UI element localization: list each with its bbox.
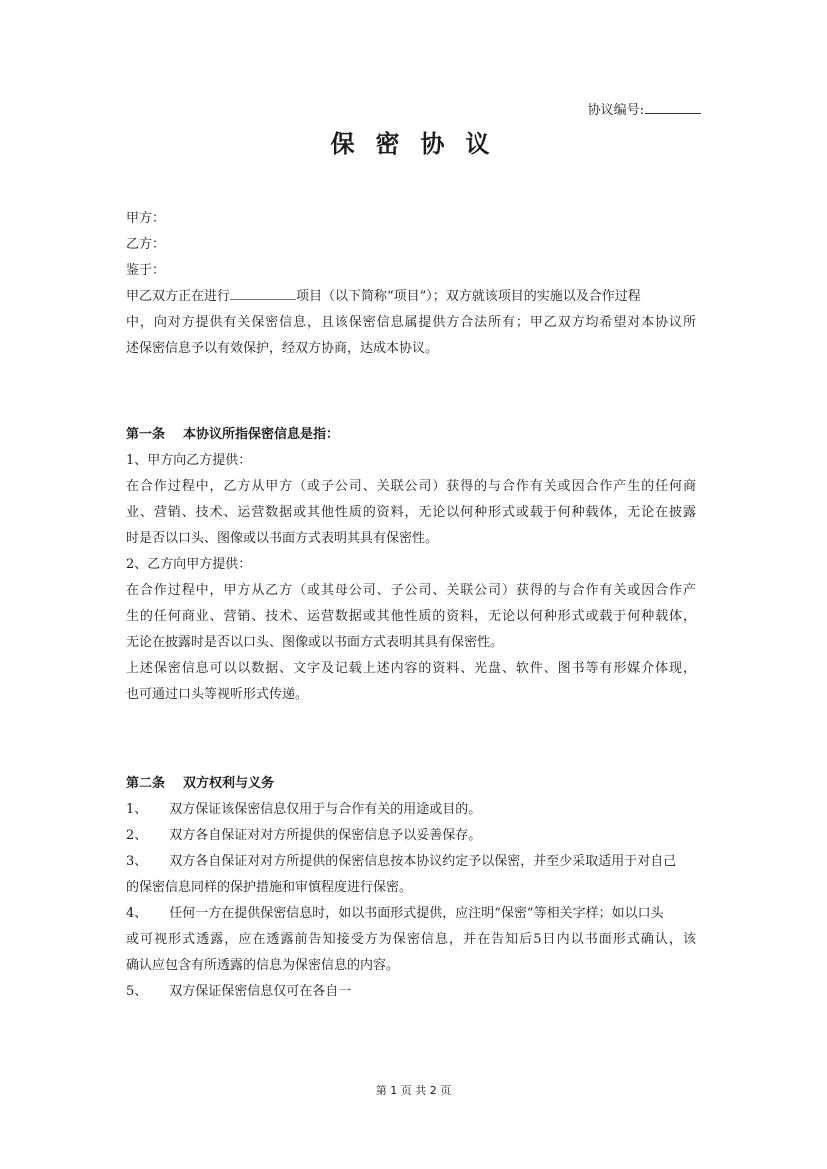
obligation-number: 4、 bbox=[126, 906, 148, 921]
clause-line: 在合作过程中，乙方从甲方（或子公司、关联公司）获得的与合作有关或因合作产生的任何商 bbox=[126, 479, 696, 494]
project-name-blank bbox=[230, 285, 296, 300]
obligation-text: 双方保证该保密信息仅用于与合作有关的用途或目的。 bbox=[169, 802, 482, 817]
agreement-number-label: 协议编号: bbox=[587, 103, 644, 118]
obligation-text: 双方各自保证对对方所提供的保密信息按本协议约定予以保密，并至少采取适用于对自己 bbox=[169, 854, 677, 869]
clause-title: 1、甲方向乙方提供： bbox=[126, 453, 252, 468]
clause-title: 2、乙方向甲方提供： bbox=[126, 557, 252, 572]
obligation-continuation: 或可视形式透露，应在透露前告知接受方为保密信息，并在告知后5日内以书面形式确认，该 bbox=[126, 932, 696, 947]
clause-line: 业、营销、技术、运营数据或其他性质的资料，无论以何种形式或载于何种载体，无论在披露 bbox=[126, 505, 696, 520]
article-number: 第一条 bbox=[126, 427, 166, 442]
intro-paragraph-line bbox=[126, 284, 696, 310]
obligation-text: 任何一方在提供保密信息时，如以书面形式提供，应注明“保密”等相关字样；如以口头 bbox=[169, 906, 664, 921]
obligation-text: 双方各自保证对对方所提供的保密信息予以妥善保存。 bbox=[169, 828, 482, 843]
agreement-number-blank bbox=[645, 101, 701, 114]
intro-text-part: 项目（以下简称“项目”）；双方就该项目的实施以及合作过程 bbox=[296, 289, 641, 304]
intro-text-part: 甲乙双方正在进行 bbox=[126, 289, 231, 304]
obligation-item bbox=[126, 797, 696, 823]
party-a-label: 甲方： bbox=[126, 211, 166, 226]
obligation-continuation: 的保密信息同样的保护措施和审慎程度进行保密。 bbox=[126, 880, 413, 895]
article-title: 双方权利与义务 bbox=[183, 776, 275, 791]
clause-line: 时是否以口头、图像或以书面方式表明其具有保密性。 bbox=[126, 531, 439, 546]
agreement-number bbox=[588, 101, 701, 120]
article-title: 本协议所指保密信息是指： bbox=[183, 427, 340, 442]
article-1-heading bbox=[126, 422, 696, 448]
intro-paragraph-line: 中，向对方提供有关保密信息，且该保密信息属提供方合法所有；甲乙双方均希望对本协议所 bbox=[126, 315, 696, 330]
clause-line: 无论在披露时是否以口头、图像或以书面方式表明其具有保密性。 bbox=[126, 635, 504, 650]
obligation-text: 双方保证保密信息仅可在各自一 bbox=[169, 984, 352, 999]
clause-line: 上述保密信息可以以数据、文字及记载上述内容的资料、光盘、软件、图书等有形媒介体现， bbox=[126, 661, 696, 676]
obligation-item bbox=[126, 849, 696, 875]
document-title: 保密协议 bbox=[330, 130, 511, 158]
clause-line: 生的任何商业、营销、技术、运营数据或其他性质的资料，无论以何种形式或载于何种载体， bbox=[126, 609, 696, 624]
article-1-section bbox=[126, 422, 696, 708]
page-footer: 第 1 页 共 2 页 bbox=[375, 1084, 452, 1097]
obligation-number: 3、 bbox=[126, 854, 148, 869]
party-b-label: 乙方： bbox=[126, 237, 166, 252]
obligation-number: 2、 bbox=[126, 828, 148, 843]
article-2-heading bbox=[126, 771, 696, 797]
clause-line: 在合作过程中，甲方从乙方（或其母公司、子公司、关联公司）获得的与合作有关或因合作产 bbox=[126, 583, 696, 598]
intro-paragraph-line: 述保密信息予以有效保护，经双方协商，达成本协议。 bbox=[126, 341, 439, 356]
whereas-label: 鉴于： bbox=[126, 263, 166, 278]
obligation-item bbox=[126, 823, 696, 849]
obligation-item bbox=[126, 979, 696, 1005]
obligation-number: 5、 bbox=[126, 984, 148, 999]
obligation-continuation: 确认应包含有所透露的信息为保密信息的内容。 bbox=[126, 958, 400, 973]
article-2-section bbox=[126, 771, 696, 1005]
intro-section bbox=[126, 206, 696, 362]
obligation-number: 1、 bbox=[126, 802, 148, 817]
obligation-item bbox=[126, 901, 696, 927]
clause-line: 也可通过口头等视听形式传递。 bbox=[126, 687, 309, 702]
article-number: 第二条 bbox=[126, 776, 166, 791]
